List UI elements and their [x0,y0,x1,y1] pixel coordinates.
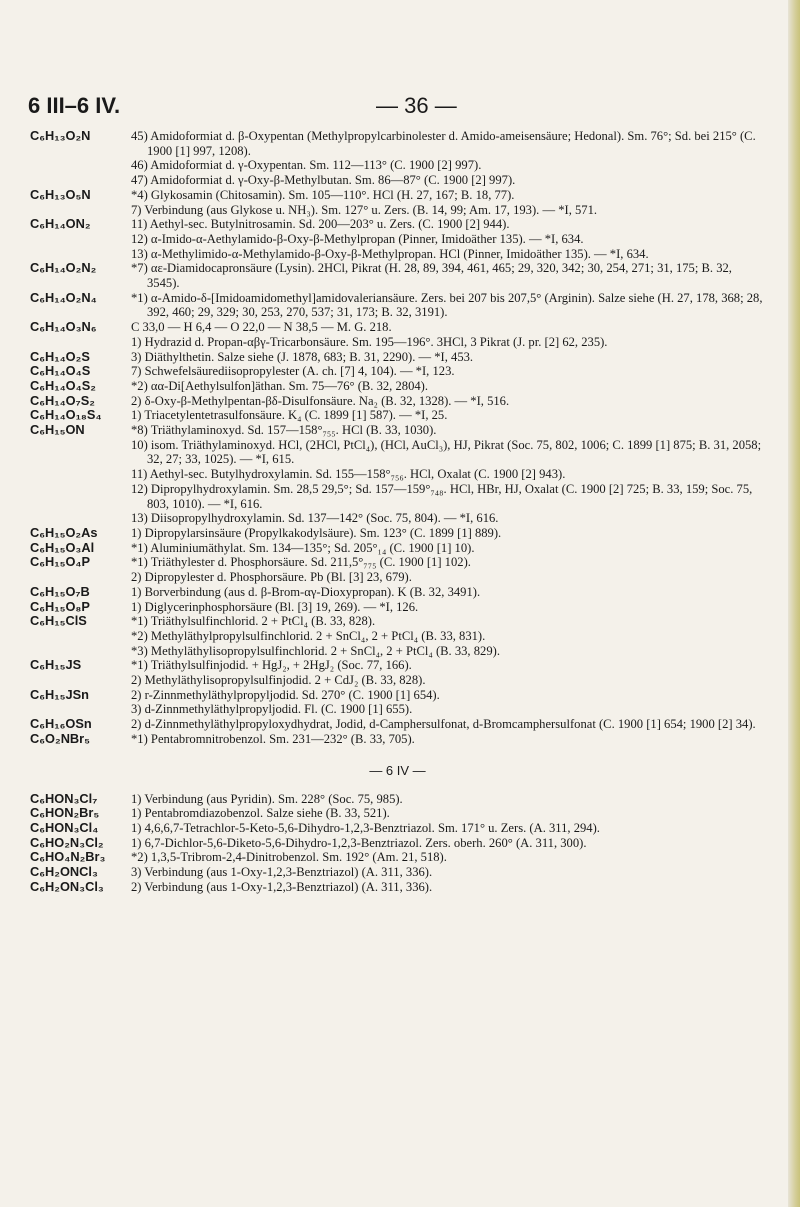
molecular-formula: C₆H₁₄O₄S [30,363,91,379]
formula-entry [30,629,765,644]
compound-description: *2) Methyläthylpropylsulfinchlorid. 2 + SnCl₄, 2 + PtCl₄ (B. 33, 831). [131,628,486,643]
molecular-formula: C₆H₁₄O₂S [30,348,90,364]
compound-description: 12) α-Imido-α-Aethylamido-β-Oxy-β-Methylpropan (Pinner, Imidoäther 135). — *I, 634. [131,231,584,246]
molecular-formula: C₆H₁₄O₂N₄ [30,289,97,305]
formula-entry [30,129,765,158]
molecular-formula: C₆HON₂Br₅ [30,805,100,821]
compound-description: *7) αε-Diamidocapronsäure (Lysin). 2HCl, Pikrat (H. 28, 89, 394, 461, 465; 29, 320, 342; 30, 254, 271; 31, 175; B. 32, 3545). [131,261,732,291]
compound-description: 3) Diäthylthetin. Salze siehe (J. 1878, 683; B. 31, 2290). — *I, 453. [131,349,474,364]
compound-description: 46) Amidoformiat d. γ-Oxypentan. Sm. 112—113° (C. 1900 [2] 997). [131,158,482,173]
compound-description: 10) isom. Triäthylaminoxyd. HCl, (2HCl, PtCl₄), (HCl, AuCl₃), HJ, Pikrat (Soc. 75, 802, 1006; C. 1899 [1] 875; B. 31, 2058; 32, 27; 33, 1025). — *I, 615. [131,437,762,467]
formula-entry [30,732,765,747]
compound-description: 2) δ-Oxy-β-Methylpentan-βδ-Disulfonsäure. Na₂ (B. 32, 1328). — *I, 516. [131,393,510,408]
formula-entry [30,836,765,851]
formula-entry [30,438,765,467]
molecular-formula: C₆H₁₅JS [30,657,82,673]
compound-description: 13) α-Methylimido-α-Methylamido-β-Oxy-β-Methylpropan. HCl (Pinner, Imidoäther 135). — *I, 634. [131,246,649,261]
molecular-formula: C₆O₂NBr₅ [30,730,91,746]
formula-entry [30,850,765,865]
compound-description: 2) d-Zinnmethyläthylpropyloxydhydrat, Jodid, d-Camphersulfonat, d-Bromcamphersulfonat (C. 1900 [1] 654; 1900 [2] 34). [131,717,756,732]
compound-description: *1) Pentabromnitrobenzol. Sm. 231—232° (B. 33, 705). [131,731,415,746]
compound-description: 7) Schwefelsäurediisopropylester (A. ch. [7] 4, 104). — *I, 123. [131,364,455,379]
entries-6-iv [30,792,765,895]
formula-entry [30,570,765,585]
molecular-formula: C₆H₂ONCl₃ [30,864,98,880]
compound-description: 1) 4,6,6,7-Tetrachlor-5-Keto-5,6-Dihydro-1,2,3-Benztriazol. Sm. 171° u. Zers. (A. 311, 294). [131,820,600,835]
formula-entry [30,792,765,807]
formula-entry [30,217,765,232]
formula-entry [30,821,765,836]
compound-description: 1) Pentabromdiazobenzol. Salze siehe (B. 33, 521). [131,806,390,821]
compound-description: *2) 1,3,5-Tribrom-2,4-Dinitrobenzol. Sm. 192° (Am. 21, 518). [131,850,447,865]
molecular-formula: C₆H₁₃O₂N [30,128,91,143]
compound-description: 1) Verbindung (aus Pyridin). Sm. 228° (Soc. 75, 985). [131,791,403,806]
formula-entry [30,423,765,438]
formula-entry [30,261,765,290]
molecular-formula: C₆H₁₅ON [30,422,85,438]
formula-entry [30,291,765,320]
compound-description: 11) Aethyl-sec. Butylhydroxylamin. Sd. 155—158°₇₅₆. HCl, Oxalat (C. 1900 [2] 943). [131,467,566,482]
compound-description: *2) αα-Di[Aethylsulfon]äthan. Sm. 75—76° (B. 32, 2804). [131,378,429,393]
entry-list [30,129,765,894]
compound-description: *3) Methyläthylisopropylsulfinchlorid. 2 + SnCl₄, 2 + PtCl₄ (B. 33, 829). [131,643,500,658]
formula-entry [30,511,765,526]
formula-entry [30,614,765,629]
compound-description: 1) 6,7-Dichlor-5,6-Diketo-5,6-Dihydro-1,2,3-Benztriazol. Zers. oberh. 260° (A. 311, 300). [131,835,587,850]
formula-entry [30,203,765,218]
compound-description: 12) Dipropylhydroxylamin. Sm. 28,5 29,5°; Sd. 157—159°₇₄₈. HCl, HBr, HJ, Oxalat (C. 1900 [2] 725; B. 33, 159; Soc. 75, 803, 1010). — *I, 616. [131,481,753,511]
compound-description: 11) Aethyl-sec. Butylnitrosamin. Sd. 200—203° u. Zers. (C. 1900 [2] 944). [131,217,510,232]
molecular-formula: C₆H₁₄O₂N₂ [30,260,97,276]
formula-entry [30,379,765,394]
compound-description: *4) Glykosamin (Chitosamin). Sm. 105—110°. HCl (H. 27, 167; B. 18, 77). [131,187,515,202]
formula-entry [30,688,765,703]
section-range: 6 III–6 IV. [28,93,121,118]
molecular-formula: C₆H₁₅JSn [30,686,89,702]
molecular-formula: C₆H₁₄O₇S₂ [30,392,95,408]
formula-entry [30,350,765,365]
molecular-formula: C₆H₁₅O₃Al [30,539,95,555]
compound-description: 1) Diglycerinphosphorsäure (Bl. [3] 19, 269). — *I, 126. [131,599,419,614]
formula-entry [30,364,765,379]
formula-entry [30,394,765,409]
formula-entry [30,673,765,688]
molecular-formula: C₆H₁₄O₁₈S₄ [30,407,102,423]
formula-entry [30,702,765,717]
molecular-formula: C₆H₁₃O₅N [30,186,91,202]
formula-entry [30,806,765,821]
compound-description: *1) α-Amido-δ-[Imidoamidomethyl]amidovaleriansäure. Zers. bei 207 bis 207,5° (Arginin). Salze siehe (H. 27, 178, 368; 28, 392, 460; 29, 329; 30, 253, 270, 537; 31, 173; B. 32, 3191). [131,290,763,320]
compound-description: 45) Amidoformiat d. β-Oxypentan (Methylpropylcarbinolester d. Amido-ameisensäure; Hedonal). Sm. 76°; Sd. bei 215° (C. 1900 [1] 997, 1208). [131,129,756,158]
compound-description: 1) Triacetylentetrasulfonsäure. K₄ (C. 1899 [1] 587). — *I, 25. [131,408,448,423]
compound-description: 2) Dipropylester d. Phosphorsäure. Pb (Bl. [3] 23, 679). [131,570,412,585]
compound-description: 1) Dipropylarsinsäure (Propylkakodylsäure). Sm. 123° (C. 1899 [1] 889). [131,525,502,540]
formula-entry [30,173,765,188]
molecular-formula: C₆H₁₆OSn [30,716,92,732]
compound-description: *1) Triäthylsulfinjodid. + HgJ₂, + 2HgJ₂ (Soc. 77, 166). [131,658,412,673]
formula-entry [30,717,765,732]
page-header [28,93,760,119]
compound-description: 7) Verbindung (aus Glykose u. NH₃). Sm. 127° u. Zers. (B. 14, 99; Am. 17, 193). — *I, 571. [131,202,598,217]
compound-description: 13) Diisopropylhydroxylamin. Sd. 137—142° (Soc. 75, 804). — *I, 616. [131,511,499,526]
molecular-formula: C₆HON₃Cl₇ [30,790,98,806]
formula-entry [30,541,765,556]
section-heading: — 6 IV — [369,762,426,778]
formula-entry [30,320,765,335]
formula-entry [30,555,765,570]
formula-entry [30,158,765,173]
formula-entry [30,482,765,511]
compound-description: *1) Triäthylsulfinchlorid. 2 + PtCl₄ (B. 33, 828). [131,614,376,629]
molecular-formula: C₆H₁₅O₈P [30,598,90,614]
formula-entry [30,526,765,541]
page-edge [788,0,800,1207]
compound-description: 47) Amidoformiat d. γ-Oxy-β-Methylbutan. Sm. 86—87° (C. 1900 [2] 997). [131,173,516,188]
compound-description: 2) r-Zinnmethyläthylpropyljodid. Sd. 270° (C. 1900 [1] 654). [131,687,440,702]
formula-entry [30,880,765,895]
formula-entry [30,408,765,423]
molecular-formula: C₆H₁₄O₃N₆ [30,319,97,335]
compound-description: *1) Aluminiumäthylat. Sm. 134—135°; Sd. 205°₁₄ (C. 1900 [1] 10). [131,540,475,555]
formula-entry [30,335,765,350]
molecular-formula: C₆H₁₄O₄S₂ [30,377,96,393]
molecular-formula: C₆H₁₅O₄P [30,554,91,570]
molecular-formula: C₆H₁₅O₇B [30,583,90,599]
page-number: — 36 — [376,93,457,118]
compound-description: 2) Verbindung (aus 1-Oxy-1,2,3-Benztriazol) (A. 311, 336). [131,879,433,894]
compound-description: 1) Borverbindung (aus d. β-Brom-αγ-Dioxypropan). K (B. 32, 3491). [131,584,481,599]
formula-entry [30,467,765,482]
compound-description: 2) Methyläthylisopropylsulfinjodid. 2 + CdJ₂ (B. 33, 828). [131,673,426,688]
molecular-formula: C₆HON₃Cl₄ [30,819,99,835]
molecular-formula: C₆H₁₄ON₂ [30,216,91,232]
compound-description: C 33,0 — H 6,4 — O 22,0 — N 38,5 — M. G. 218. [131,320,392,335]
formula-entry [30,247,765,262]
compound-description: 3) d-Zinnmethyläthylpropyljodid. Fl. (C. 1900 [1] 655). [131,702,413,717]
formula-entry [30,585,765,600]
formula-entry [30,232,765,247]
formula-entry [30,188,765,203]
molecular-formula: C₆H₁₅O₂As [30,524,98,540]
compound-description: 3) Verbindung (aus 1-Oxy-1,2,3-Benztriazol) (A. 311, 336). [131,865,433,880]
formula-entry [30,600,765,615]
entries-6-iii [30,129,765,747]
formula-entry [30,644,765,659]
compound-description: *8) Triäthylaminoxyd. Sd. 157—158°₇₅₅. HCl (B. 33, 1030). [131,423,437,438]
molecular-formula: C₆HO₄N₂Br₃ [30,849,106,865]
molecular-formula: C₆H₂ON₃Cl₃ [30,878,104,894]
formula-entry [30,658,765,673]
compound-description: *1) Triäthylester d. Phosphorsäure. Sd. 211,5°₇₇₅ (C. 1900 [1] 102). [131,555,471,570]
molecular-formula: C₆HO₂N₃Cl₂ [30,834,104,850]
molecular-formula: C₆H₁₅ClS [30,613,87,629]
formula-entry [30,865,765,880]
compound-description: 1) Hydrazid d. Propan-αβγ-Tricarbonsäure. Sm. 195—196°. 3HCl, 3 Pikrat (J. pr. [2] 62, 235). [131,334,608,349]
